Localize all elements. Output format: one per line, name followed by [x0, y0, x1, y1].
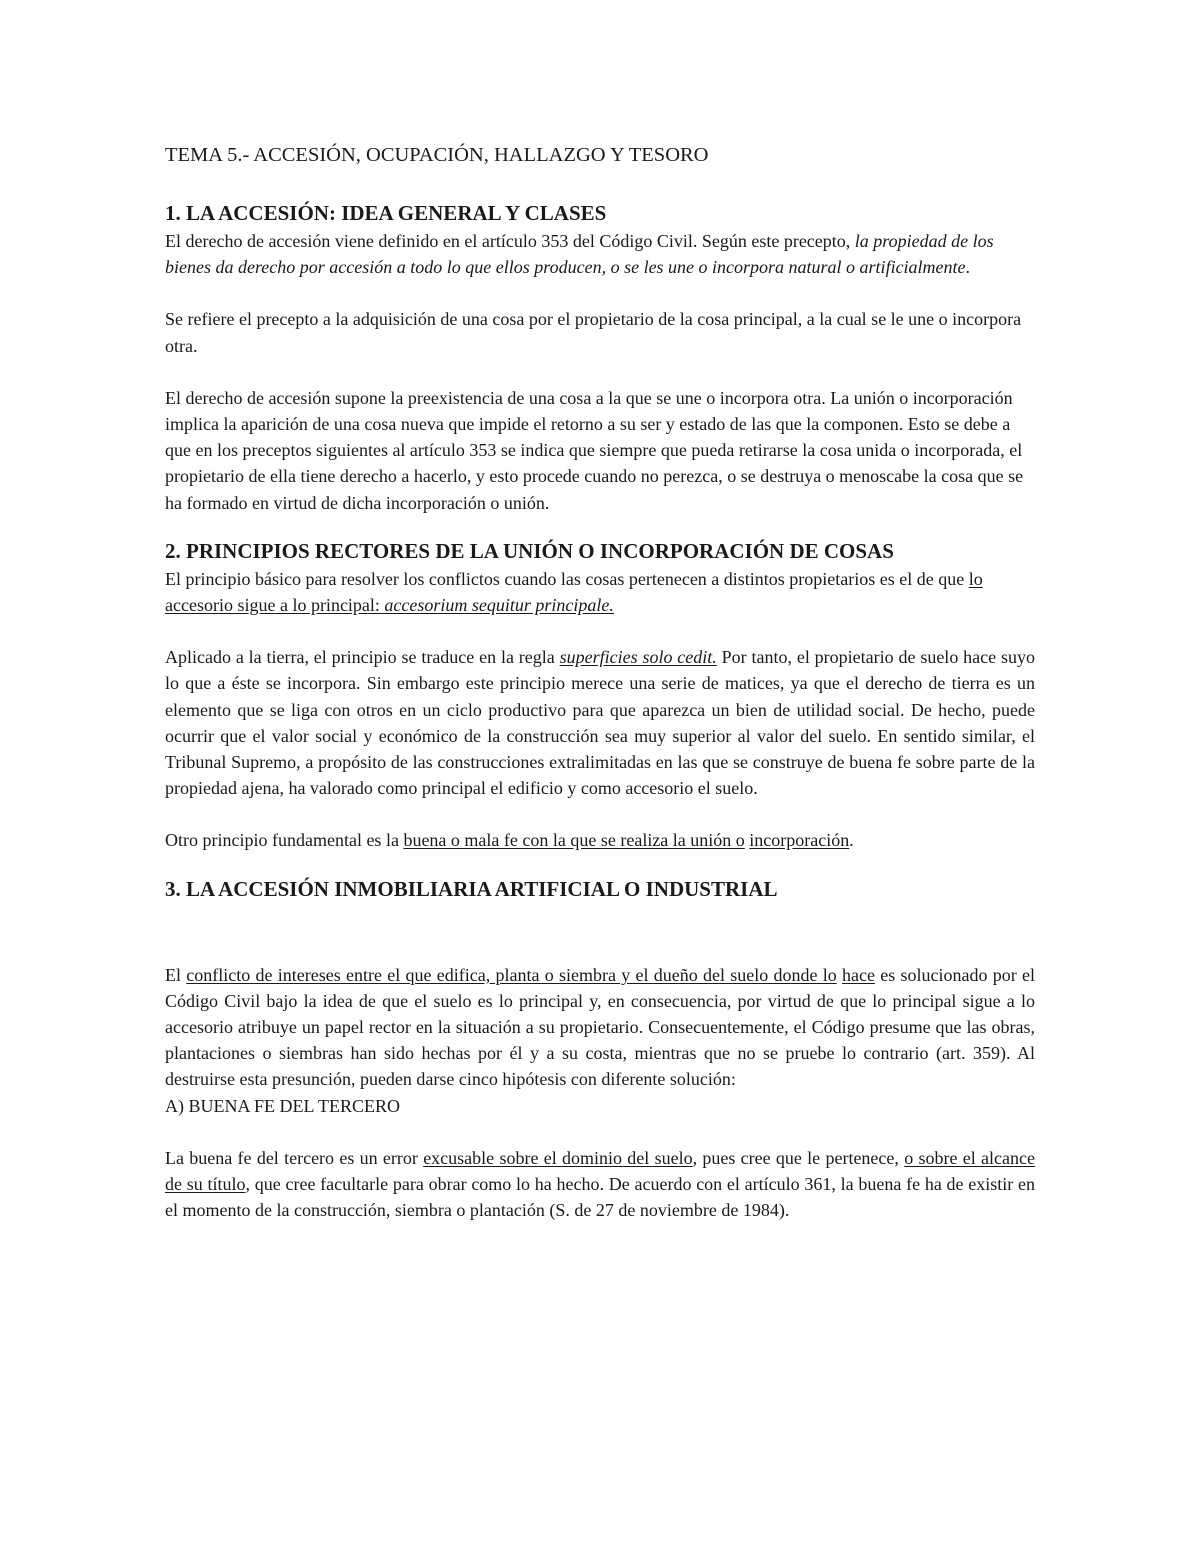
section-1-paragraph-3: El derecho de accesión supone la preexistencia de una cosa a la que se une o incorpora otra. La unión o incorporación implica la aparición de una cosa nueva que impide el retorno a su ser y estado de las que la componen. Esto se debe a que en los preceptos siguientes al artículo 353 se indica que siempre que pueda retirarse la cosa unida o incorporada, el propietario de ella tiene derecho a hacerlo, y esto procede cuando no perezca, o se destruya o menoscabe la cosa que se ha formado en virtud de dicha incorporación o unión.	[165, 387, 1024, 513]
section-2-paragraph-1: El principio básico para resolver los conflictos cuando las cosas pertenecen a distintos propietarios es el de que lo accesorio sigue a lo principal: accesorium sequitur principale.	[165, 568, 983, 616]
section-3-paragraph-1: El conflicto de intereses entre el que edifica, planta o siembra y el dueño del suelo donde lo hace es solucionado por el Código Civil bajo la idea de que el suelo es lo principal y, en consecuencia, por virtud de que lo principal sigue a lo accesorio atribuye un papel rector en la situación a su propietario. Consecuentemente, el Código presume que las obras, plantaciones o siembras han sido hechas por él y a su costa, mientras que no se pruebe lo contrario (art. 359). Al destruirse esta presunción, pueden darse cinco hipótesis con diferente solución:	[165, 964, 1035, 1090]
document-body	[165, 138, 1035, 1223]
section-3-heading: 3. LA ACCESIÓN INMOBILIARIA ARTIFICIAL O INDUSTRIAL	[165, 876, 778, 901]
subsection-a-heading: A) BUENA FE DEL TERCERO	[165, 1095, 401, 1116]
section-3-paragraph-2: La buena fe del tercero es un error excusable sobre el dominio del suelo, pues cree que le pertenece, o sobre el alcance de su título, que cree facultarle para obrar como lo ha hecho. De acuerdo con el artículo 361, la buena fe ha de existir en el momento de la construcción, siembra o plantación (S. de 27 de noviembre de 1984).	[165, 1147, 1036, 1221]
section-2-heading: 2. PRINCIPIOS RECTORES DE LA UNIÓN O INCORPORACIÓN DE COSAS	[165, 538, 894, 563]
quote-article-353: la propiedad de los bienes da derecho por accesión a todo lo que ellos producen, o se les une o incorpora natural o artificialmente	[165, 231, 994, 278]
section-1-paragraph-1: El derecho de accesión viene definido en el artículo 353 del Código Civil. Según este precepto, la propiedad de los bienes da derecho por accesión a todo lo que ellos producen, o se les une o incorpora natural o artificialmente.	[165, 231, 994, 278]
section-2-paragraph-2: Aplicado a la tierra, el principio se traduce en la regla superficies solo cedit. Por tanto, el propietario de suelo hace suyo lo que a éste se incorpora. Sin embargo este principio merece una serie de matices, ya que el derecho de tierra es un elemento que se liga con otros en un ciclo productivo para que aparezca un bien de utilidad social. De hecho, puede ocurrir que el valor social y económico de la construcción sea muy superior al valor del suelo. En sentido similar, el Tribunal Supremo, a propósito de las construcciones extralimitadas en las que se construye de buena fe sobre parte de la propiedad ajena, ha valorado como principal el edificio y como accesorio el suelo.	[165, 647, 1035, 799]
section-1-paragraph-2: Se refiere el precepto a la adquisición de una cosa por el propietario de la cosa principal, a la cual se le une o incorpora otra.	[165, 309, 1022, 356]
section-1-heading: 1. LA ACCESIÓN: IDEA GENERAL Y CLASES	[165, 201, 607, 225]
section-2-paragraph-3: Otro principio fundamental es la buena o mala fe con la que se realiza la unión o incorporación.	[165, 830, 854, 851]
document-title: TEMA 5.- ACCESIÓN, OCUPACIÓN, HALLAZGO Y TESORO	[165, 144, 709, 166]
